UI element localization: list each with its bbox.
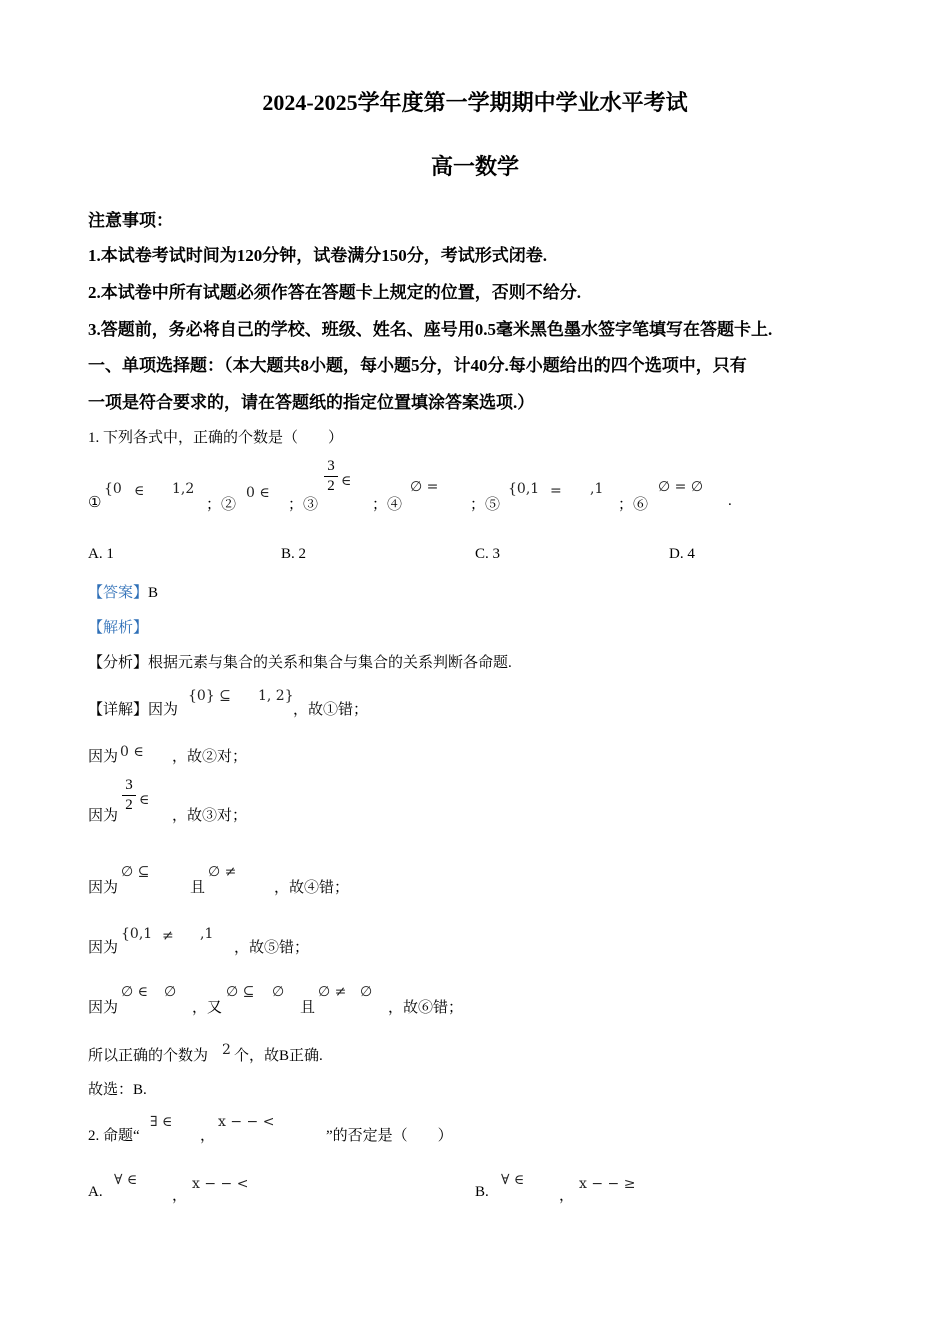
detail-1-prefix: 【详解】因为 bbox=[88, 702, 179, 718]
detail-3-fraction bbox=[122, 778, 136, 813]
detail-6-math-a2: ∅ bbox=[164, 984, 177, 1000]
detail-6-math-c: ∅ ≠ bbox=[318, 984, 347, 1000]
q1-item1-math-c: 1,2 bbox=[172, 481, 195, 497]
detail-5-suffix: ，故⑤错； bbox=[234, 940, 310, 956]
exam-subject: 高一数学 bbox=[430, 154, 519, 179]
q2-stem-comma: ， bbox=[200, 1128, 216, 1144]
q2-option-b-math-a: ∀ ∈ bbox=[501, 1172, 525, 1188]
section-heading-line1: 一、单项选择题：（本大题共8小题，每小题5分，计40分.每小题给出的四个选项中，只有 bbox=[88, 356, 747, 375]
q1-fenxi: 【分析】根据元素与集合的关系和集合与集合的关系判断各命题. bbox=[88, 655, 512, 671]
q1-answer bbox=[88, 581, 158, 602]
q1-stem: 1. 下列各式中，正确的个数是（ ） bbox=[88, 430, 344, 446]
q1-item1-math-b: ∈ bbox=[134, 483, 145, 499]
q2-option-b-math-b: x − − ≥ bbox=[579, 1176, 636, 1192]
analysis-tag: 【解析】 bbox=[88, 620, 149, 636]
detail-3-denominator: 2 bbox=[125, 797, 133, 813]
q1-item4-math: ∅ = bbox=[410, 479, 439, 495]
detail-2-math: 0 ∈ bbox=[120, 744, 144, 760]
detail-6-mid-1: ，又 bbox=[192, 1000, 223, 1016]
q1-statements bbox=[88, 458, 868, 523]
fraction-bar bbox=[324, 476, 338, 477]
q1-item1-label: ① bbox=[88, 495, 102, 511]
detail-line-3 bbox=[88, 776, 788, 826]
detail-2-prefix: 因为 bbox=[88, 749, 119, 765]
detail-4-prefix: 因为 bbox=[88, 880, 119, 896]
detail-line-6 bbox=[88, 982, 848, 1016]
detail-6-suffix: ，故⑥错； bbox=[388, 1000, 464, 1016]
notice-item-2: 2.本试卷中所有试题必须作答在答题卡上规定的位置，否则不给分. bbox=[88, 283, 581, 302]
detail-3-suffix: ，故③对； bbox=[172, 808, 248, 824]
q1-item5-math-b: = bbox=[550, 483, 562, 499]
q1-item3-numerator: 3 bbox=[327, 458, 335, 474]
q2-option-a bbox=[88, 1170, 468, 1204]
detail-5-math-b: ≠ bbox=[162, 928, 174, 944]
detail-6-mid-2: 且 bbox=[300, 1000, 316, 1016]
detail-line-2 bbox=[88, 740, 788, 770]
q1-item3-math: ∈ bbox=[341, 473, 352, 489]
q2-stem-suffix: ”的否定是（ ） bbox=[326, 1128, 453, 1144]
detail-1-math-b: 1, 2} bbox=[258, 688, 294, 704]
detail-line-4 bbox=[88, 862, 788, 896]
exam-title: 2024-2025学年度第一学期期中学业水平考试 bbox=[262, 90, 688, 115]
detail-4-math-a: ∅ ⊆ bbox=[121, 864, 150, 880]
q1-sep-1: ；② bbox=[206, 497, 237, 513]
q1-option-d: D. 4 bbox=[669, 546, 695, 562]
detail-line-1 bbox=[88, 686, 788, 726]
detail-5-prefix: 因为 bbox=[88, 940, 119, 956]
detail-6-math-a: ∅ ∈ bbox=[121, 984, 149, 1000]
q2-option-a-comma: ， bbox=[172, 1188, 188, 1204]
q1-option-b: B. 2 bbox=[281, 546, 307, 562]
detail-line-5 bbox=[88, 922, 788, 956]
q1-option-c: C. 3 bbox=[475, 546, 501, 562]
detail-6-math-c2: ∅ bbox=[360, 984, 373, 1000]
q2-stem-math-a: ∃ ∈ bbox=[150, 1114, 173, 1130]
q1-end-period: . bbox=[728, 493, 732, 509]
q2-option-a-label: A. bbox=[88, 1184, 103, 1200]
q1-item5-math-c: ,1 bbox=[590, 481, 604, 497]
q1-item5-math-a: {0,1 bbox=[508, 481, 540, 497]
detail-6-math-b2: ∅ bbox=[272, 984, 285, 1000]
fraction-bar bbox=[122, 795, 136, 796]
detail-1-suffix: ，故①错； bbox=[293, 702, 369, 718]
detail-2-suffix: ，故②对； bbox=[172, 749, 248, 765]
detail-4-math-b: ∅ ≠ bbox=[208, 864, 237, 880]
detail-4-mid: 且 bbox=[190, 880, 206, 896]
notice-item-3: 3.答题前，务必将自己的学校、班级、姓名、座号用0.5毫米黑色墨水签字笔填写在答题卡上. bbox=[88, 320, 773, 339]
q1-sep-4: ；⑤ bbox=[470, 497, 501, 513]
q1-sep-3: ；④ bbox=[372, 497, 403, 513]
q1-sep-2: ；③ bbox=[288, 497, 319, 513]
q1-item3-fraction bbox=[324, 459, 338, 494]
detail-7-suffix: 个，故B正确. bbox=[234, 1048, 323, 1064]
q1-option-a: A. 1 bbox=[88, 546, 114, 562]
q1-item1-math-a: {0 bbox=[104, 481, 122, 497]
detail-5-math-a: {0,1 bbox=[121, 926, 153, 942]
detail-6-prefix: 因为 bbox=[88, 1000, 119, 1016]
detail-7-prefix: 所以正确的个数为 bbox=[88, 1048, 209, 1064]
q2-option-a-math-a: ∀ ∈ bbox=[114, 1172, 138, 1188]
notice-heading: 注意事项： bbox=[88, 211, 173, 230]
q2-stem-math-b: x − − < bbox=[218, 1114, 275, 1130]
q2-option-b bbox=[475, 1170, 855, 1204]
q2-option-b-label: B. bbox=[475, 1184, 489, 1200]
q1-item6-math: ∅ = ∅ bbox=[658, 479, 704, 495]
q1-item3-denominator: 2 bbox=[327, 478, 335, 494]
detail-7-math: 2 bbox=[222, 1042, 231, 1058]
detail-3-math: ∈ bbox=[139, 792, 150, 808]
section-heading-line2: 一项是符合要求的，请在答题纸的指定位置填涂答案选项.） bbox=[88, 393, 535, 412]
q2-option-b-comma: ， bbox=[559, 1188, 575, 1204]
q1-item2-math: 0 ∈ bbox=[246, 485, 270, 501]
detail-6-math-b: ∅ ⊆ bbox=[226, 984, 255, 1000]
q1-sep-5: ；⑥ bbox=[618, 497, 649, 513]
detail-4-suffix: ，故④错； bbox=[274, 880, 350, 896]
notice-item-1: 1.本试卷考试时间为120分钟，试卷满分150分，考试形式闭卷. bbox=[88, 246, 547, 265]
detail-3-numerator: 3 bbox=[125, 777, 133, 793]
q2-stem-prefix: 2. 命题“ bbox=[88, 1128, 140, 1144]
detail-line-7 bbox=[88, 1040, 788, 1070]
detail-line-8: 故选：B. bbox=[88, 1082, 147, 1098]
answer-tag: 【答案】 bbox=[88, 585, 149, 601]
q2-option-a-math-b: x − − < bbox=[192, 1176, 249, 1192]
answer-value: B bbox=[148, 585, 159, 601]
detail-3-prefix: 因为 bbox=[88, 808, 119, 824]
q2-stem bbox=[88, 1112, 788, 1146]
detail-1-math-a: {0} ⊆ bbox=[188, 688, 231, 704]
detail-5-math-c: ,1 bbox=[200, 926, 214, 942]
